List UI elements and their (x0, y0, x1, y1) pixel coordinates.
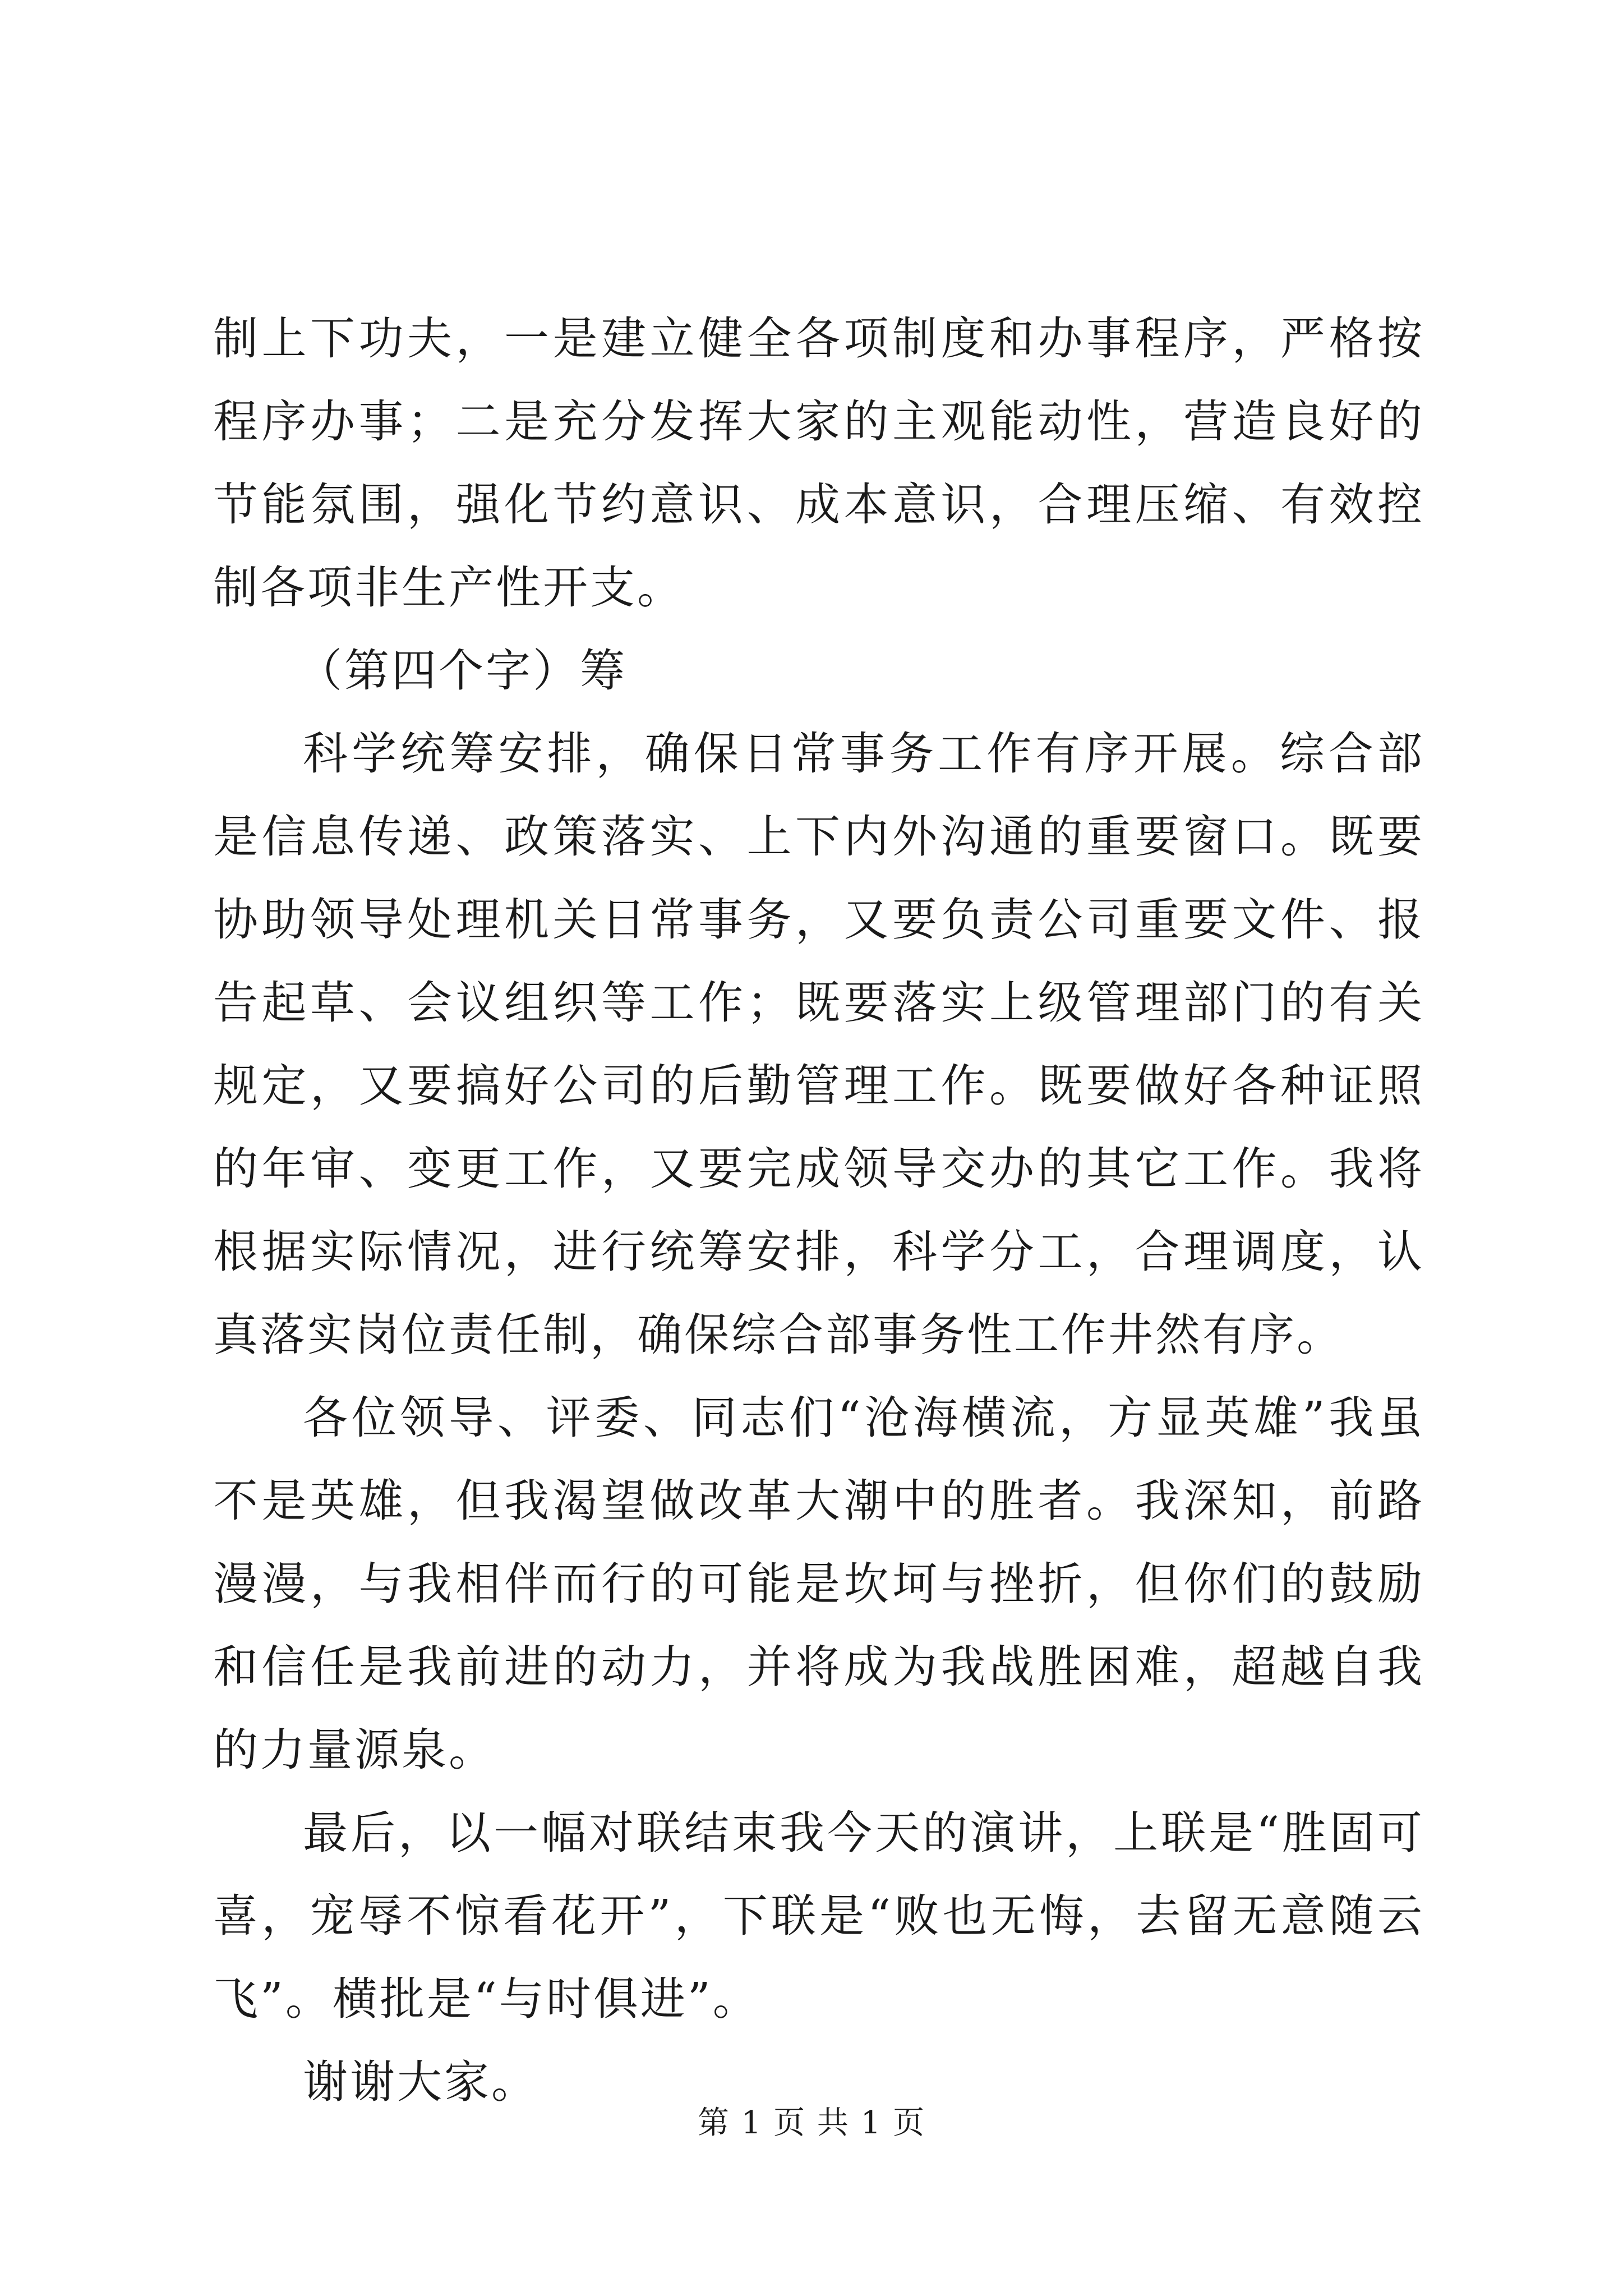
paragraph-coordination: 科学统筹安排，确保日常事务工作有序开展。综合部是信息传递、政策落实、上下内外沟通的重要窗口。既要协助领导处理机关日常事务，又要负责公司重要文件、报告起草、会议组织等工作；既要落实上级管理部门的有关规定，又要搞好公司的后勤管理工作。既要做好各种证照的年审、变更工作，又要完成领导交办的其它工作。我将根据实际情况，进行统筹安排，科学分工，合理调度，认真落实岗位责任制，确保综合部事务性工作井然有序。 (213, 728, 1424, 1361)
paragraph-thanks: 谢谢大家。 (303, 2056, 538, 2108)
document-body (213, 297, 1424, 2124)
paragraph-closing-appeal: 各位领导、评委、同志们“沧海横流，方显英雄”我虽不是英雄，但我渴望做改革大潮中的胜者。我深知，前路漫漫，与我相伴而行的可能是坎坷与挫折，但你们的鼓励和信任是我前进的动力，并将成为我战胜困难，超越自我的力量源泉。 (213, 1392, 1424, 1776)
section-heading: （第四个字）筹 (297, 645, 627, 697)
paragraph-couplet: 最后，以一幅对联结束我今天的演讲，上联是“胜固可喜，宠辱不惊看花开”，下联是“败也无悔，去留无意随云飞”。横批是“与时俱进”。 (213, 1807, 1424, 2025)
paragraph-continuation: 制上下功夫，一是建立健全各项制度和办事程序，严格按程序办事；二是充分发挥大家的主观能动性，营造良好的节能氛围，强化节约意识、成本意识，合理压缩、有效控制各项非生产性开支。 (213, 312, 1424, 614)
page-number-footer: 第 1 页 共 1 页 (697, 2105, 926, 2141)
